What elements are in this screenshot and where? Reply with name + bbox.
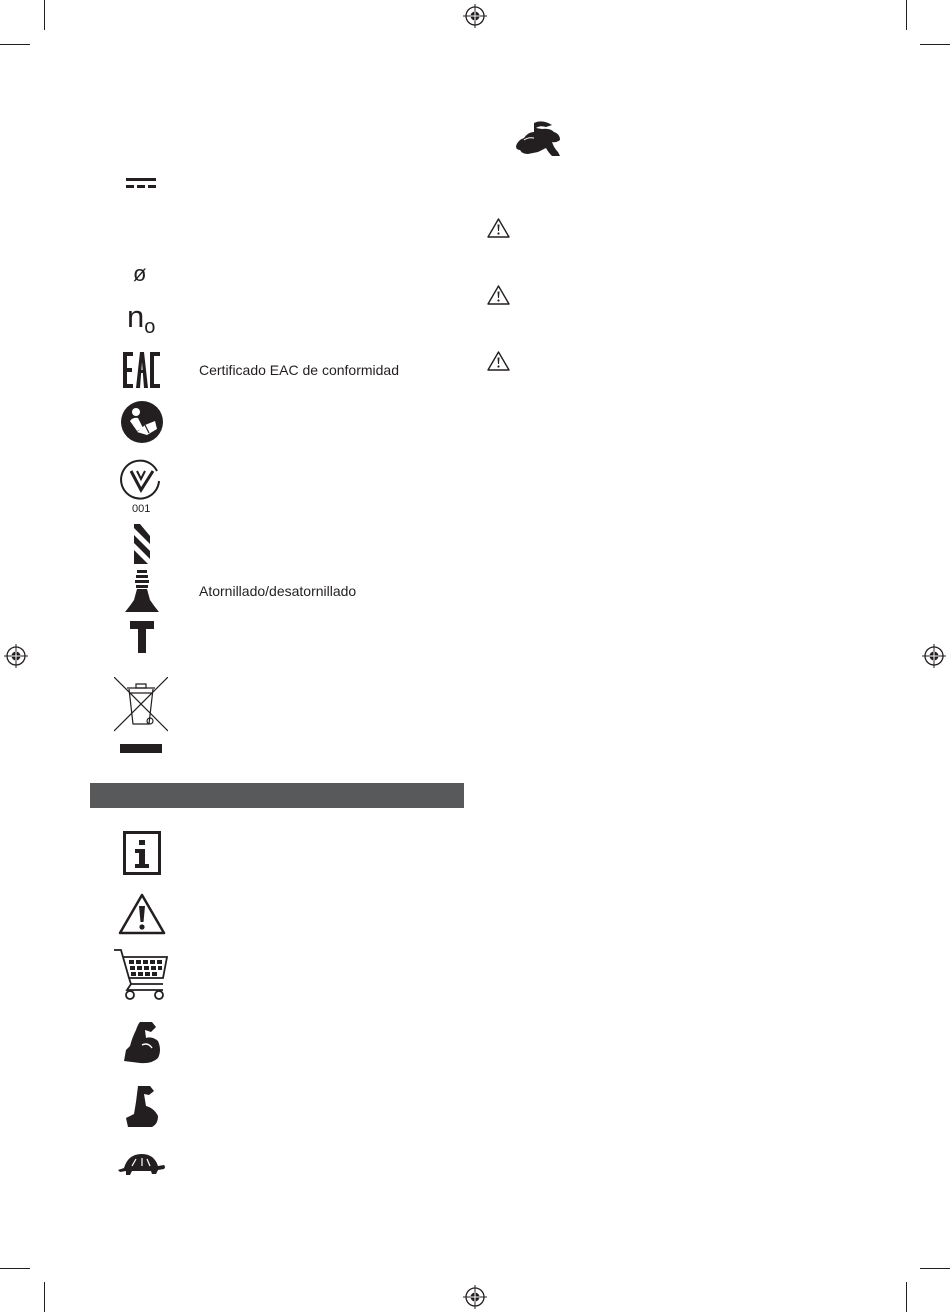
read-manual-icon	[121, 401, 163, 443]
high-torque-arm-icon	[122, 1020, 162, 1064]
drilling-icon	[131, 524, 153, 566]
registration-mark-left	[4, 644, 28, 668]
section-header-bar	[90, 783, 464, 808]
shopping-cart-icon	[113, 948, 169, 1002]
crop-mark-top-right-v	[906, 0, 907, 30]
information-icon	[123, 831, 161, 875]
warning-small-icon-1	[487, 218, 510, 238]
no-load-speed-main-glyph: n	[127, 299, 145, 334]
low-torque-arm-icon	[124, 1084, 160, 1128]
eac-label: Certificado EAC de conformidad	[199, 362, 399, 378]
rabbit-fast-icon	[516, 120, 562, 160]
crop-mark-bottom-left-v	[44, 1282, 45, 1312]
crop-mark-top-right-h	[920, 44, 950, 45]
registration-mark-right	[922, 644, 946, 668]
registration-mark-bottom	[463, 1285, 487, 1309]
weee-bin-icon	[114, 677, 168, 755]
crop-mark-bottom-right-v	[906, 1282, 907, 1312]
crop-mark-bottom-left-h	[0, 1268, 30, 1269]
warning-small-icon-3	[487, 351, 510, 371]
no-load-speed-sub-glyph: o	[144, 316, 156, 338]
turtle-slow-icon	[118, 1150, 166, 1178]
screwdriving-label: Atornillado/desatornillado	[199, 583, 357, 599]
ukrainian-conformity-icon	[119, 457, 163, 503]
no-load-speed-icon	[127, 300, 155, 338]
screwdriving-icon	[125, 570, 159, 612]
diameter-icon: ø	[133, 261, 147, 286]
registration-mark-top	[463, 4, 487, 28]
hammer-icon	[128, 621, 156, 653]
crop-mark-top-left-h	[0, 44, 30, 45]
warning-triangle-icon	[118, 893, 166, 935]
crop-mark-bottom-right-h	[920, 1268, 950, 1269]
dc-current-icon	[126, 178, 158, 190]
crop-mark-top-left-v	[44, 0, 45, 30]
ukrainian-conformity-code: 001	[132, 503, 151, 515]
warning-small-icon-2	[487, 285, 510, 305]
eac-mark-icon	[123, 352, 160, 388]
